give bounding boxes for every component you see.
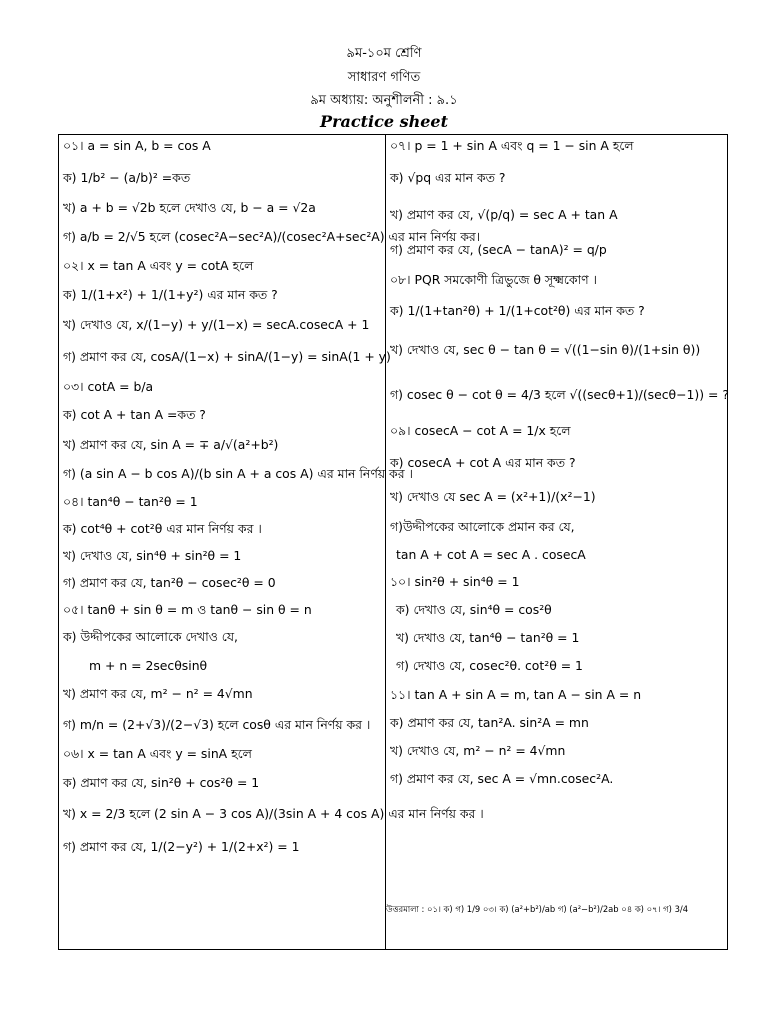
practice-table <box>58 134 728 950</box>
right-column <box>386 135 729 949</box>
question-5-part-b: খ) প্রমাণ কর যে, m² − n² = 4√mn <box>63 686 253 701</box>
question-7-part-c: গ) প্রমাণ কর যে, (secA − tanA)² = q/p <box>390 242 607 257</box>
question-9-identity: tan A + cot A = sec A . cosecA <box>396 547 586 562</box>
question-5-part-c: গ) m/n = (2+√3)/(2−√3) হলে cosθ এর মান নির্ণয় কর । <box>63 717 371 732</box>
question-1-part-b: খ) a + b = √2b হলে দেখাও যে, b − a = √2a <box>63 200 316 215</box>
question-8-part-c: গ) cosec θ − cot θ = 4/3 হলে √((secθ+1)/(secθ−1)) = ? <box>390 387 729 402</box>
question-4-part-c: গ) প্রমাণ কর যে, tan²θ − cosec²θ = 0 <box>63 575 276 590</box>
question-8-part-a: ক) 1/(1+tan²θ) + 1/(1+cot²θ) এর মান কত ? <box>390 303 645 318</box>
question-9: ০৯। cosecA − cot A = 1/x হলে <box>390 423 571 438</box>
question-7-part-b: খ) প্রমাণ কর যে, √(p/q) = sec A + tan A <box>390 207 618 222</box>
question-9-part-b: খ) দেখাও যে sec A = (x²+1)/(x²−1) <box>390 489 596 504</box>
question-6-part-b: খ) x = 2/3 হলে (2 sin A − 3 cos A)/(3sin A + 4 cos A) এর মান নির্ণয় কর । <box>63 806 484 821</box>
question-10-part-a: ক) দেখাও যে, sin⁴θ = cos²θ <box>396 602 552 617</box>
question-6-part-c: গ) প্রমাণ কর যে, 1/(2−y²) + 1/(2+x²) = 1 <box>63 839 300 854</box>
question-4-part-b: খ) দেখাও যে, sin⁴θ + sin²θ = 1 <box>63 548 242 563</box>
question-6: ০৬। x = tan A এবং y = sinA হলে <box>63 746 252 761</box>
question-4: ০৪। tan⁴θ − tan²θ = 1 <box>63 494 198 509</box>
question-9-part-c: গ)উদ্দীপকের আলোকে প্রমান কর যে, <box>390 519 575 534</box>
question-11-part-a: ক) প্রমাণ কর যে, tan²A. sin²A = mn <box>390 715 589 730</box>
question-2-part-b: খ) দেখাও যে, x/(1−y) + y/(1−x) = secA.cosecA + 1 <box>63 317 370 332</box>
question-11: ১১। tan A + sin A = m, tan A − sin A = n <box>390 687 642 702</box>
question-2-part-c: গ) প্রমাণ কর যে, cosA/(1−x) + sinA/(1−y) = sinA(1 + y) <box>63 349 391 364</box>
class-heading: ৯ম-১০ম শ্রেণি <box>346 46 422 61</box>
question-2: ০২। x = tan A এবং y = cotA হলে <box>63 258 254 273</box>
question-5: ০৫। tanθ + sin θ = m ও tanθ − sin θ = n <box>63 602 312 617</box>
question-1-part-c: গ) a/b = 2/√5 হলে (cosec²A−sec²A)/(cosec²A+sec²A) এর মান নির্ণয় কর। <box>63 229 481 244</box>
question-11-part-b: খ) দেখাও যে, m² − n² = 4√mn <box>390 743 566 758</box>
question-11-part-c: গ) প্রমাণ কর যে, sec A = √mn.cosec²A. <box>390 771 614 786</box>
question-8: ০৮। PQR সমকোণী ত্রিভুজে θ সূক্ষ্মকোণ । <box>390 272 597 287</box>
question-7: ০৭। p = 1 + sin A এবং q = 1 − sin A হলে <box>390 138 634 153</box>
question-7-part-a: ক) √pq এর মান কত ? <box>390 170 506 185</box>
question-5-part-a: ক) উদ্দীপকের আলোকে দেখাও যে, <box>63 629 238 644</box>
question-10-part-c: গ) দেখাও যে, cosec²θ. cot²θ = 1 <box>396 658 583 673</box>
page-title: Practice sheet <box>320 112 448 131</box>
question-3-part-a: ক) cot A + tan A =কত ? <box>63 407 206 422</box>
chapter-heading: ৯ম অধ্যায়: অনুশীলনী : ৯.১ <box>310 93 458 108</box>
question-2-part-a: ক) 1/(1+x²) + 1/(1+y²) এর মান কত ? <box>63 287 278 302</box>
question-3: ০৩। cotA = b/a <box>63 379 154 394</box>
subject-heading: সাধারণ গণিত <box>347 70 421 85</box>
question-3-part-b: খ) প্রমাণ কর যে, sin A = ∓ a/√(a²+b²) <box>63 437 279 452</box>
question-4-part-a: ক) cot⁴θ + cot²θ এর মান নির্ণয় কর । <box>63 521 262 536</box>
question-10: ১০। sin²θ + sin⁴θ = 1 <box>390 574 520 589</box>
question-10-part-b: খ) দেখাও যে, tan⁴θ − tan²θ = 1 <box>396 630 580 645</box>
question-6-part-a: ক) প্রমাণ কর যে, sin²θ + cos²θ = 1 <box>63 775 260 790</box>
question-1-part-a: ক) 1/b² − (a/b)² =কত <box>63 170 191 185</box>
question-9-part-a: ক) cosecA + cot A এর মান কত ? <box>390 455 576 470</box>
question-5-identity: m + n = 2secθsinθ <box>89 658 208 673</box>
question-3-part-c: গ) (a sin A − b cos A)/(b sin A + a cos A) এর মান নির্ণয় কর । <box>63 466 413 481</box>
question-1: ০১। a = sin A, b = cos A <box>63 138 211 153</box>
answer-key: উত্তরমালা : ০১। ক) গ) 1/9 ০৩। ক) (a²+b²)/ab গ) (a²−b²)/2ab ০৪ ক) ০৭। গ) 3/4 <box>386 904 689 914</box>
question-8-part-b: খ) দেখাও যে, sec θ − tan θ = √((1−sin θ)/(1+sin θ)) <box>390 342 701 357</box>
